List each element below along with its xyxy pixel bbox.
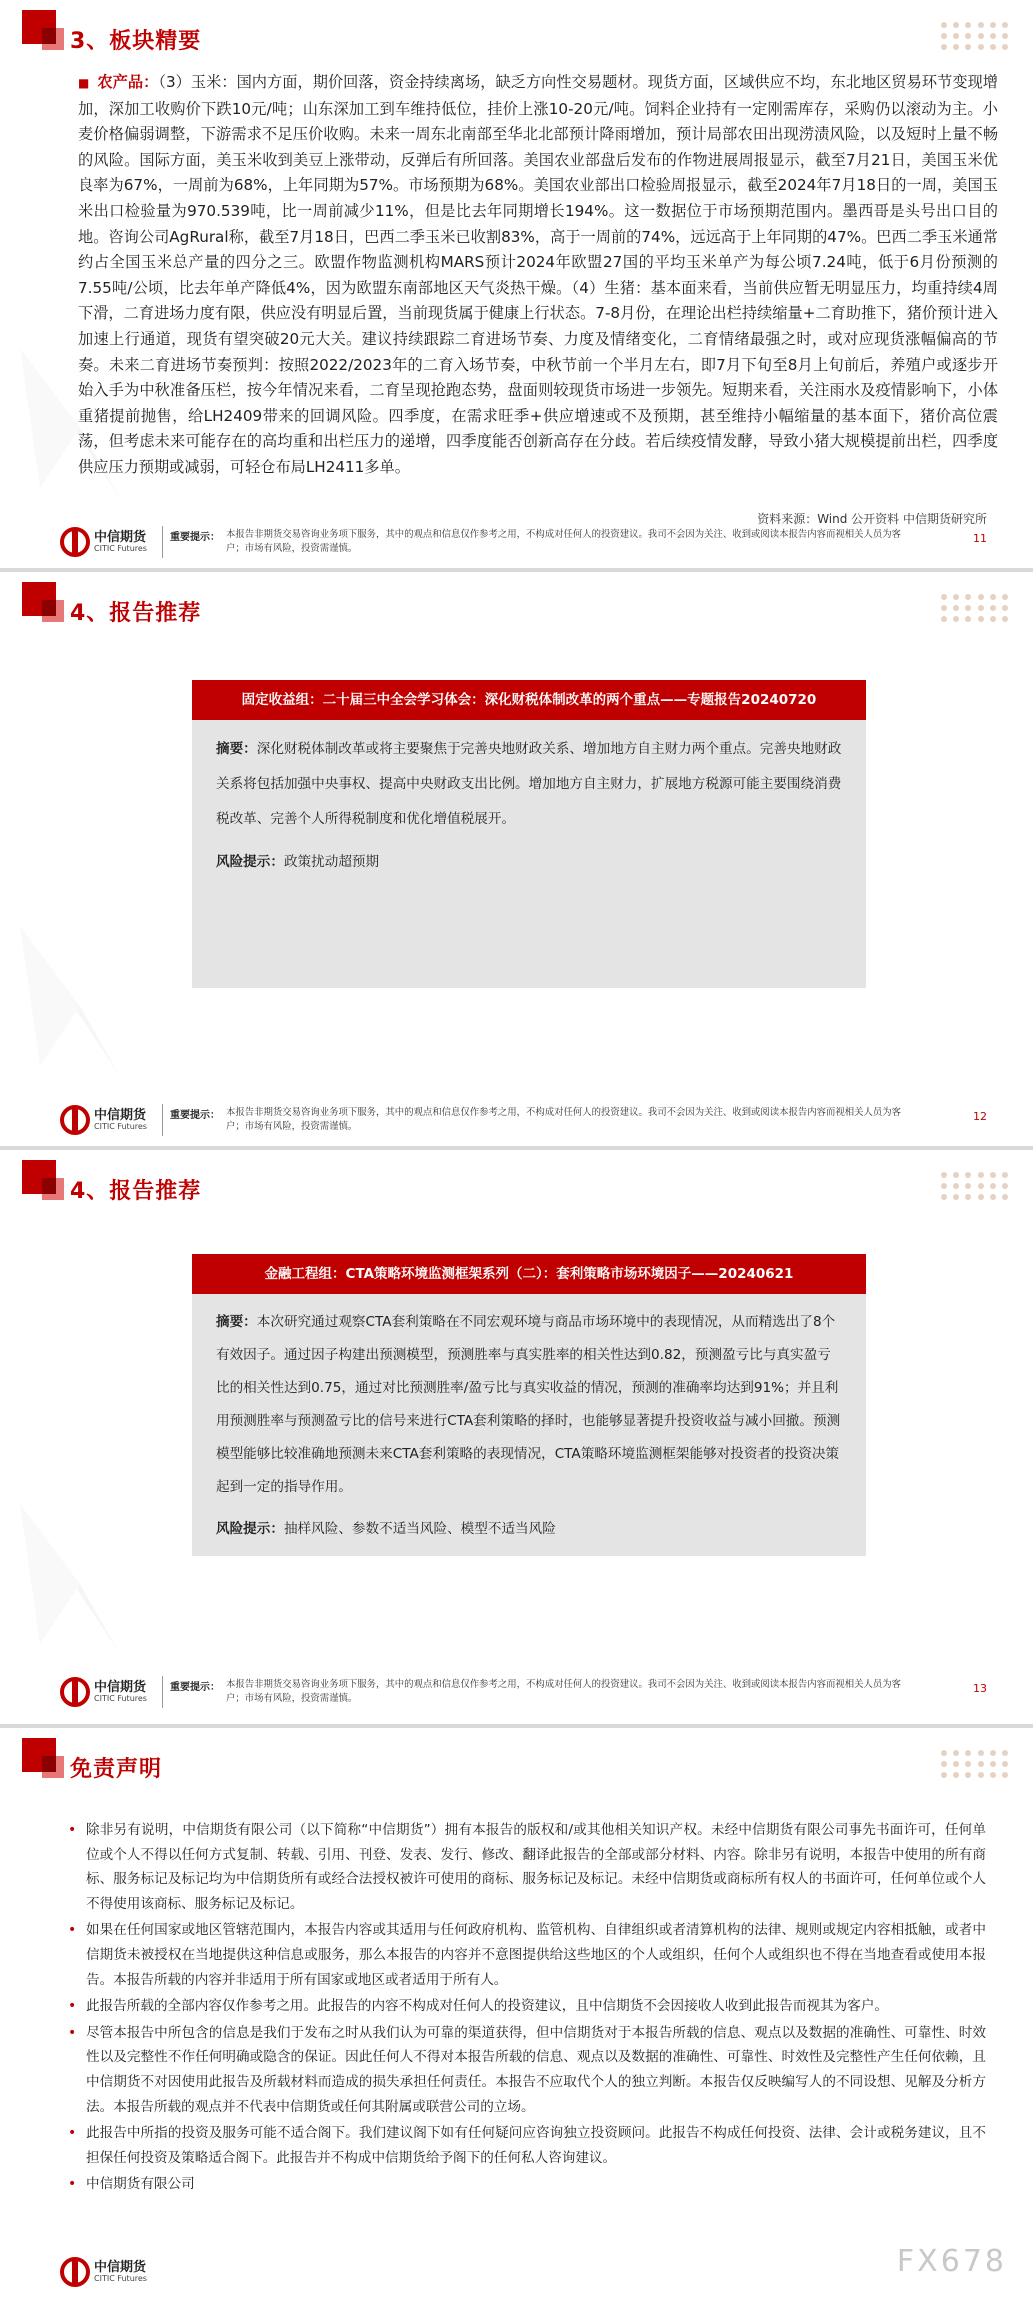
page-number: 13 bbox=[973, 1682, 987, 1695]
divider bbox=[162, 1676, 163, 1708]
footer-notice-label: 重要提示： bbox=[170, 1110, 220, 1121]
report-risk bbox=[192, 847, 866, 877]
footer-notice-label: 重要提示： bbox=[170, 532, 220, 543]
corner-decoration bbox=[22, 582, 62, 622]
slide-disclaimer bbox=[0, 1728, 1033, 2298]
footer bbox=[0, 1096, 1033, 1146]
section-title: 4、报告推荐 bbox=[70, 1179, 202, 1204]
section-title: 4、报告推荐 bbox=[70, 601, 202, 626]
dot-grid-decoration bbox=[941, 1750, 1011, 1780]
citic-logo-icon bbox=[60, 527, 90, 557]
footer bbox=[0, 518, 1033, 568]
dot-grid-decoration bbox=[941, 594, 1011, 624]
agri-product-paragraph bbox=[78, 70, 998, 481]
product-label: 农产品： bbox=[97, 73, 159, 91]
slide-12 bbox=[0, 572, 1033, 1146]
report-risk bbox=[192, 1514, 866, 1544]
source-note: 资料来源：Wind 公开资料 中信期货研究所 bbox=[757, 512, 987, 526]
footer bbox=[0, 2248, 1033, 2298]
footer bbox=[0, 1668, 1033, 1718]
disclaimer-item: • 此报告所载的全部内容仅作参考之用。此报告的内容不构成对任何人的投资建议，且中信期货不会因接收人收到此报告而视其为客户。 bbox=[66, 1994, 986, 2019]
corner-decoration bbox=[22, 1738, 62, 1778]
corner-decoration bbox=[22, 1160, 62, 1200]
risk-text: 政策扰动超预期 bbox=[283, 854, 380, 870]
section-title: 免责声明 bbox=[70, 1757, 163, 1782]
risk-text: 抽样风险、参数不适当风险、模型不适当风险 bbox=[283, 1521, 556, 1537]
report-card bbox=[192, 680, 866, 988]
report-card bbox=[192, 1254, 866, 1556]
citic-logo-icon bbox=[60, 1677, 90, 1707]
report-summary bbox=[192, 720, 866, 847]
disclaimer-item: • 尽管本报告中所包含的信息是我们于发布之时从我们认为可靠的渠道获得，但中信期货对于本报告所载的信息、观点以及数据的准确性、可靠性、时效性以及完整性不作任何明确或隐含的保证。因此任何人不得对本报告所载的信息、观点以及数据的准确性、可靠性、时效性及完整性产生任何依赖，且中信期货不对因使用此报告及所载材料而造成的损失承担任何责任。本报告不应取代个人的独立判断。本报告仅反映编写人的不同设想、见解及分析方法。本报告所载的观点并不代表中信期货或任何其附属或联营公司的立场。 bbox=[66, 2021, 986, 2119]
report-card-title: 金融工程组：CTA策略环境监测框架系列（二）：套利策略市场环境因子——20240621 bbox=[192, 1254, 866, 1294]
dot-grid-decoration bbox=[941, 22, 1011, 52]
footer-notice-text: 本报告非期货交易咨询业务项下服务，其中的观点和信息仅作参考之用，不构成对任何人的投资建议。我司不会因为关注、收到或阅读本报告内容而视相关人员为客户；市场有风险，投资需谨慎。 bbox=[226, 1679, 902, 1704]
square-bullet-icon: ■ bbox=[78, 76, 90, 90]
dot-grid-decoration bbox=[941, 1172, 1011, 1202]
corner-decoration bbox=[22, 10, 62, 50]
page-number: 11 bbox=[973, 532, 987, 545]
slide-11 bbox=[0, 0, 1033, 568]
product-text: （3）玉米：国内方面，期价回落，资金持续离场，缺乏方向性交易题材。现货方面，区域供应不均，东北地区贸易环节变现增加，深加工收购价下跌10元/吨；山东深加工到车维持低位，挂价上涨10-20元/吨。饲料企业持有一定刚需库存，采购仍以滚动为主。小麦价格偏弱调整，下游需求不足压价收购。未来一周东北南部至华北北部预计降雨增加，预计局部农田出现涝渍风险，以及短时上量不畅的风险。国际方面，美玉米收到美豆上涨带动，反弹后有所回落。美国农业部盘后发布的作物进展周报显示，截至7月21日，美国玉米优良率为67%，一周前为68%，上年同期为57%。市场预期为68%。美国农业部出口检验周报显示，截至2024年7月18日的一周，美国玉米出口检验量为970.539吨，比一周前减少11%，但是比去年同期增长194%。这一数据位于市场预期范围内。墨西哥是头号出口目的地。咨询公司AgRural称，截至7月18日，巴西二季玉米已收割83%，高于一周前的74%，远远高于上年同期的47%。巴西二季玉米通常约占全国玉米总产量的四分之三。欧盟作物监测机构MARS预计2024年欧盟27国的平均玉米单产为每公顷7.24吨，低于6月份预测的7.55吨/公顷，比去年单产降低4%，因为欧盟东南部地区天气炎热干燥。（4）生猪：基本面来看，当前供应暂无明显压力，均重持续4周下滑，二育进场力度有限，供应没有明显后置，当前现货属于健康上行状态。7-8月份，在理论出栏持续缩量+二育助推下，猪价预计进入加速上行通道，现货有望突破20元大关。建议持续跟踪二育进场节奏、力度及情绪变化，二育情绪最强之时，或对应现货涨幅偏高的节奏。未来二育进场节奏预判：按照2022/2023年的二育入场节奏，中秋节前一个半月左右，即7月下旬至8月上旬前后，养殖户或逐步开始入手为中秋准备压栏，按今年情况来看，二育呈现抢跑态势，盘面则较现货市场进一步领先。短期来看，关注雨水及疫情影响下，小体重猪提前抛售，给LH2409带来的回调风险。四季度，在需求旺季+供应增速或不及预期，甚至维持小幅缩量的基本面下，猪价高位震荡，但考虑未来可能存在的高均重和出栏压力的递增，四季度能否创新高存在分歧。若后续疫情发酵，导致小猪大规模提前出栏，四季度供应压力预期或减弱，可轻仓布局LH2411多单。 bbox=[78, 73, 998, 476]
citic-logo: 中信期货 CITIC Futures bbox=[60, 1674, 156, 1712]
footer-notice-text: 本报告非期货交易咨询业务项下服务，其中的观点和信息仅作参考之用，不构成对任何人的投资建议。我司不会因为关注、收到或阅读本报告内容而视相关人员为客户；市场有风险，投资需谨慎。 bbox=[226, 1107, 902, 1132]
citic-logo-icon bbox=[60, 2257, 90, 2287]
summary-text: 本次研究通过观察CTA套利策略在不同宏观环境与商品市场环境中的表现情况，从而精选出了8个有效因子。通过因子构建出预测模型，预测胜率与真实胜率的相关性达到0.82，预测盈亏比与真实盈亏比的相关性达到0.75，通过对比预测胜率/盈亏比与真实收益的情况，预测的准确率均达到91%；并且利用预测胜率与预测盈亏比的信号来进行CTA套利策略的择时，也能够显著提升投资收益与减小回撤。预测模型能够比较准确地预测未来CTA套利策略的表现情况，CTA策略环境监测框架能够对投资者的投资决策起到一定的指导作用。 bbox=[216, 1314, 841, 1495]
disclaimer-item: • 中信期货有限公司 bbox=[66, 2172, 986, 2197]
slide-13 bbox=[0, 1150, 1033, 1724]
disclaimer-list bbox=[66, 1818, 986, 2199]
disclaimer-item: • 此报告中所指的投资及服务可能不适合阁下。我们建议阁下如有任何疑问应咨询独立投资顾问。此报告不构成任何投资、法律、会计或税务建议，且不担保任何投资及策略适合阁下。此报告并不构成中信期货给予阁下的任何私人咨询建议。 bbox=[66, 2121, 986, 2170]
summary-label: 摘要： bbox=[216, 1314, 257, 1330]
summary-text: 深化财税体制改革或将主要聚焦于完善央地财政关系、增加地方自主财力两个重点。完善央地财政关系将包括加强中央事权、提高中央财政支出比例。增加地方自主财力，扩展地方税源可能主要围绕消费税改革、完善个人所得税制度和优化增值税展开。 bbox=[216, 741, 842, 827]
section-title: 3、板块精要 bbox=[70, 29, 202, 54]
divider bbox=[162, 526, 163, 558]
risk-label: 风险提示： bbox=[216, 854, 284, 870]
page-number: 12 bbox=[973, 1110, 987, 1123]
footer-notice-text: 本报告非期货交易咨询业务项下服务，其中的观点和信息仅作参考之用，不构成对任何人的投资建议。我司不会因为关注、收到或阅读本报告内容而视相关人员为客户；市场有风险，投资需谨慎。 bbox=[226, 529, 902, 554]
report-card-title: 固定收益组：二十届三中全会学习体会：深化财税体制改革的两个重点——专题报告20240720 bbox=[192, 680, 866, 720]
summary-label: 摘要： bbox=[216, 741, 257, 757]
watermark: FX678 bbox=[896, 2244, 1007, 2279]
disclaimer-item: • 除非另有说明，中信期货有限公司（以下简称“中信期货”）拥有本报告的版权和/或其他相关知识产权。未经中信期货有限公司事先书面许可，任何单位或个人不得以任何方式复制、转载、引用、刊登、发表、发行、修改、翻译此报告的全部或部分材料、内容。除非另有说明，本报告中使用的所有商标、服务标记及标记均为中信期货所有或经合法授权被许可使用的商标、服务标记及标记。未经中信期货或商标所有权人的书面许可，任何单位或个人不得使用该商标、服务标记及标记。 bbox=[66, 1818, 986, 1916]
citic-logo: 中信期货 CITIC Futures bbox=[60, 2254, 156, 2292]
report-summary bbox=[192, 1294, 866, 1514]
citic-logo-icon bbox=[60, 1105, 90, 1135]
citic-logo: 中信期货 CITIC Futures bbox=[60, 524, 156, 562]
citic-logo: 中信期货 CITIC Futures bbox=[60, 1102, 156, 1140]
risk-label: 风险提示： bbox=[216, 1521, 284, 1537]
divider bbox=[162, 1104, 163, 1136]
disclaimer-item: • 如果在任何国家或地区管辖范围内，本报告内容或其适用与任何政府机构、监管机构、自律组织或者清算机构的法律、规则或规定内容相抵触，或者中信期货未被授权在当地提供这种信息或服务，那么本报告的内容并不意图提供给这些地区的个人或组织，任何个人或组织也不得在当地查看或使用本报告。本报告所载的内容并非适用于所有国家或地区或者适用于所有人。 bbox=[66, 1918, 986, 1992]
footer-notice-label: 重要提示： bbox=[170, 1682, 220, 1693]
